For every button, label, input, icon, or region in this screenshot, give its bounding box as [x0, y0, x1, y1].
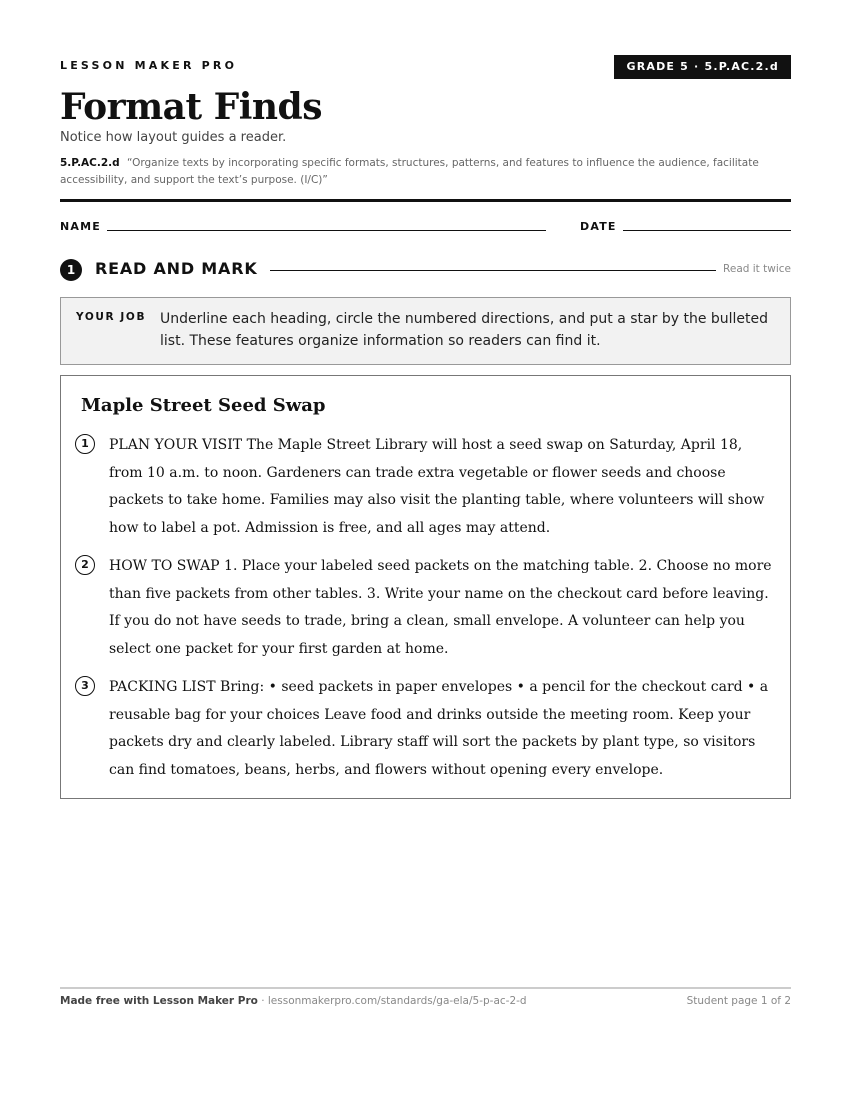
page-number: Student page 1 of 2: [686, 995, 791, 1007]
name-label: NAME: [60, 220, 101, 233]
footer-credit: [60, 995, 527, 1007]
footer-url: · lessonmakerpro.com/standards/ga-ela/5-p-ac-2-d: [257, 995, 527, 1007]
passage-paragraph: [75, 674, 775, 786]
paragraph-text: HOW TO SWAP 1. Place your labeled seed packets on the matching table. 2. Choose no more than five packets from other tables. 3. Write your name on the checkout card before leaving. If you do not have seeds to trade, bring a clean, small envelope. A volunteer can help you select one packet for your first garden at home.: [109, 558, 772, 658]
grade-badge: GRADE 5 · 5.P.AC.2.d: [614, 55, 791, 79]
job-label: YOUR JOB: [76, 311, 147, 323]
paragraph-number: 2: [75, 555, 95, 575]
worksheet-page: [60, 0, 791, 1100]
standard-text: “Organize texts by incorporating specific formats, structures, patterns, and features to influence the audience, facilitate accessibility, and support the text’s purpose. (I/C)”: [60, 157, 759, 186]
passage-title: Maple Street Seed Swap: [81, 395, 326, 416]
paragraph-number: 1: [75, 434, 95, 454]
section-header: [60, 258, 791, 282]
name-field[interactable]: [107, 230, 546, 231]
paragraph-text: PLAN YOUR VISIT The Maple Street Library will host a seed swap on Saturday, April 18, from 10 a.m. to noon. Gardeners can trade extra vegetable or flower seeds and choose packets to take home. Families may also visit the planting table, where volunteers will show how to label a pot. Admission is free, and all ages may attend.: [109, 437, 765, 537]
page-subtitle: Notice how layout guides a reader.: [60, 130, 287, 145]
standard-code: 5.P.AC.2.d: [60, 157, 120, 169]
reading-passage-box: [60, 375, 791, 799]
section-rule: [270, 270, 716, 271]
brand-name: LESSON MAKER PRO: [60, 59, 238, 72]
job-text: Underline each heading, circle the numbered directions, and put a star by the bulleted list. These features organize information so readers can find it.: [160, 311, 769, 349]
footer-made-with: Made free with Lesson Maker Pro: [60, 995, 258, 1007]
footer-divider: [60, 987, 791, 989]
section-title: READ AND MARK: [95, 259, 258, 278]
paragraph-number: 3: [75, 676, 95, 696]
paragraph-text: PACKING LIST Bring: • seed packets in paper envelopes • a pencil for the checkout card • a reusable bag for your choices Leave food and drinks outside the meeting room. Keep your packets dry and clearly labeled. Library staff will sort the packets by plant type, so visitors can find tomatoes, beans, herbs, and flowers without opening every envelope.: [109, 679, 769, 779]
passage-paragraph: [75, 553, 775, 665]
passage-paragraph: [75, 432, 775, 544]
header-divider: [60, 199, 791, 202]
date-label: DATE: [580, 220, 617, 233]
page-title: Format Finds: [60, 86, 322, 128]
name-date-row: [60, 219, 791, 235]
section-note: Read it twice: [723, 263, 791, 275]
top-bar: [60, 55, 791, 79]
section-number: 1: [60, 259, 82, 281]
job-instructions-box: [60, 297, 791, 365]
standard-description: [60, 155, 791, 189]
date-field[interactable]: [623, 230, 791, 231]
